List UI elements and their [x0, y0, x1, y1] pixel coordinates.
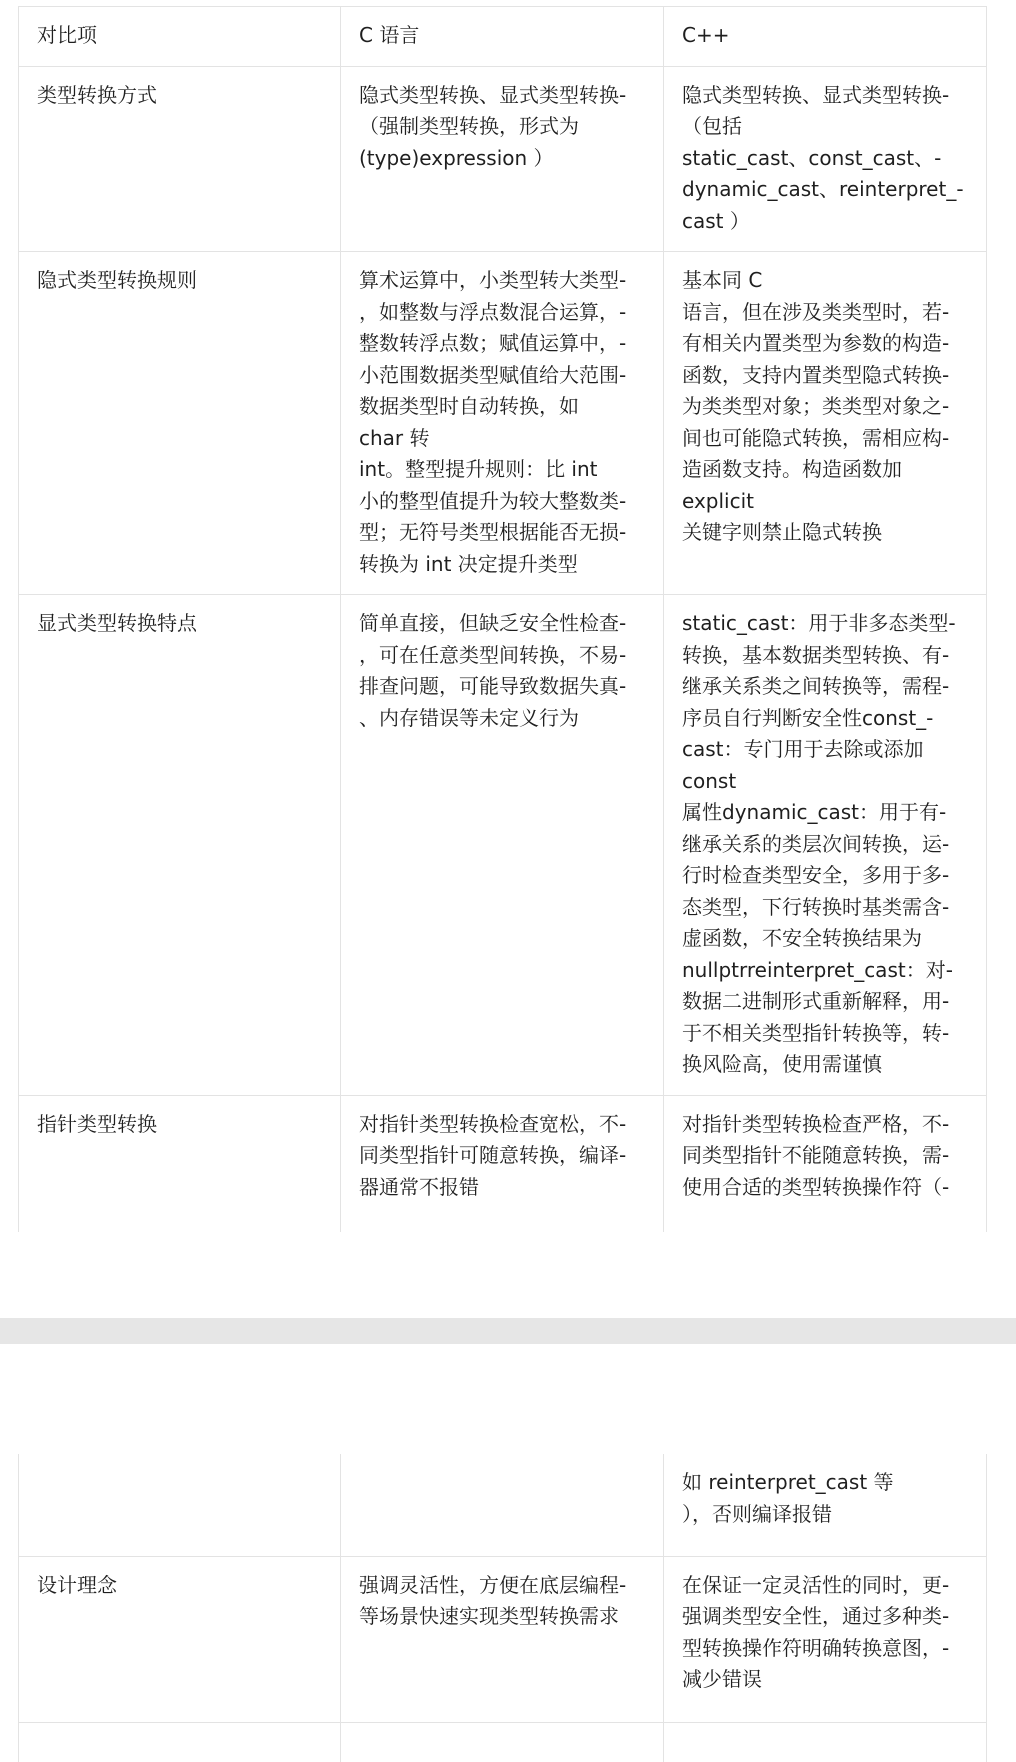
c-cell: [341, 1556, 664, 1722]
cell-line: 对指针类型转换检查严格，不-: [682, 1111, 950, 1136]
row-label-cell: [19, 1095, 341, 1232]
cell-line: ），否则编译报错: [682, 1501, 832, 1526]
cell-line: const: [682, 768, 737, 793]
header-cell-c: [341, 7, 664, 67]
table-row: [19, 1454, 987, 1556]
cell-line: 同类型指针不能随意转换，需-: [682, 1143, 950, 1167]
header-cell-cpp: [664, 7, 987, 67]
header-text: C 语言: [359, 23, 420, 47]
cpp-cell: [664, 1454, 987, 1556]
cell-line: 显式类型转换特点: [37, 611, 197, 635]
cell-line: ，可在任意类型间转换，不易-: [359, 642, 627, 667]
c-cell: [341, 1095, 664, 1232]
cell-line: 为类类型对象；类类型对象之-: [682, 394, 950, 418]
row-label-cell: [19, 1556, 341, 1722]
cell-line: 造函数支持。构造函数加: [682, 457, 902, 481]
cell-line: 数据类型时自动转换，如: [359, 394, 579, 418]
cell-line: 型转换操作符明确转换意图，-: [682, 1635, 950, 1660]
cell-line: 基本同 C: [682, 268, 763, 292]
table-header-row: [19, 7, 987, 67]
cell-line: 间也可能隐式转换，需相应构-: [682, 425, 950, 450]
cell-line: 转换为 int 决定提升类型: [359, 551, 578, 576]
cell-line: 指针类型转换: [37, 1111, 157, 1136]
cell-line: 使用合适的类型转换操作符（-: [682, 1174, 950, 1199]
cell-line: 虚函数，不安全转换结果为: [682, 926, 922, 950]
cell-line: 等场景快速实现类型转换需求: [359, 1604, 619, 1628]
c-cell: [341, 66, 664, 252]
cell-line: dynamic_cast、reinterpret_-: [682, 177, 964, 201]
cell-line: int。整型提升规则：比 int: [359, 457, 598, 481]
cell-line: 同类型指针可随意转换，编译-: [359, 1143, 627, 1167]
header-cell-item: [19, 7, 341, 67]
comparison-table-continued: [18, 1454, 987, 1762]
cell-line: 整数转浮点数；赋值运算中，-: [359, 331, 627, 355]
cell-line: 、内存错误等未定义行为: [359, 705, 579, 730]
cell-line: （强制类型转换，形式为: [359, 114, 579, 138]
c-cell: [341, 1722, 664, 1762]
cell-line: 继承关系类之间转换等，需程-: [682, 674, 950, 698]
cell-line: char 转: [359, 425, 430, 450]
c-cell: [341, 252, 664, 595]
cell-line: 隐式类型转换规则: [37, 268, 197, 292]
cell-line: 隐式类型转换、显式类型转换-: [682, 82, 950, 107]
table-row: [19, 1095, 987, 1232]
table-row: [19, 1556, 987, 1722]
cpp-cell: [664, 252, 987, 595]
cell-line: 换风险高，使用需谨慎: [682, 1052, 882, 1076]
row-label-cell: [19, 66, 341, 252]
cell-line: static_cast、const_cast、-: [682, 145, 942, 170]
cell-line: 属性dynamic_cast：用于有-: [682, 800, 947, 824]
cell-line: 强调灵活性，方便在底层编程-: [359, 1572, 627, 1597]
cell-line: 函数，支持内置类型隐式转换-: [682, 362, 950, 387]
row-label-cell: [19, 595, 341, 1096]
cell-line: 排查问题，可能导致数据失真-: [359, 674, 627, 698]
cell-line: 强调类型安全性，通过多种类-: [682, 1604, 950, 1628]
cell-line: 关键字则禁止隐式转换: [682, 520, 882, 544]
cpp-cell: [664, 1095, 987, 1232]
cell-line: 有相关内置类型为参数的构造-: [682, 331, 950, 355]
cell-line: 型；无符号类型根据能否无损-: [359, 520, 627, 544]
cell-line: ，如整数与浮点数混合运算，-: [359, 299, 627, 324]
cell-line: 继承关系的类层次间转换，运-: [682, 831, 950, 856]
cell-line: 简单直接，但缺乏安全性检查-: [359, 611, 627, 635]
cell-line: 设计理念: [37, 1572, 117, 1597]
cell-line: 如 reinterpret_cast 等: [682, 1470, 894, 1494]
header-text: 对比项: [37, 23, 97, 47]
cell-line: 于不相关类型指针转换等，转-: [682, 1020, 950, 1045]
cell-line: 数据二进制形式重新解释，用-: [682, 989, 950, 1013]
cell-line: 行时检查类型安全，多用于多-: [682, 863, 950, 887]
cell-line: 小的整型值提升为较大整数类-: [359, 488, 627, 513]
cpp-cell: [664, 595, 987, 1096]
cell-line: 隐式类型转换、显式类型转换-: [359, 82, 627, 107]
header-text: C++: [682, 23, 730, 47]
cell-line: 在保证一定灵活性的同时，更-: [682, 1572, 950, 1597]
cell-line: 序员自行判断安全性const_-: [682, 705, 934, 730]
table-row: [19, 1722, 987, 1762]
cell-line: cast：专门用于去除或添加: [682, 737, 924, 761]
cell-line: 对指针类型转换检查宽松，不-: [359, 1111, 627, 1136]
cell-line: 语言，但在涉及类类型时，若-: [682, 299, 950, 324]
cell-line: explicit: [682, 488, 754, 513]
document-page-2: [0, 1344, 1016, 1691]
row-label-cell: [19, 252, 341, 595]
cell-line: 算术运算中，小类型转大类型-: [359, 268, 627, 292]
cell-line: (type)expression ）: [359, 145, 554, 170]
cell-line: 类型转换方式: [37, 82, 157, 107]
c-cell: [341, 595, 664, 1096]
cell-line: （包括: [682, 114, 742, 138]
cell-line: cast ）: [682, 208, 750, 233]
row-label-cell: [19, 1454, 341, 1556]
table-row: [19, 66, 987, 252]
c-cell: [341, 1454, 664, 1556]
table-row: [19, 595, 987, 1096]
row-label-cell: [19, 1722, 341, 1762]
cell-line: 态类型，下行转换时基类需含-: [682, 894, 950, 919]
cell-line: 小范围数据类型赋值给大范围-: [359, 362, 627, 387]
cpp-cell: [664, 66, 987, 252]
page-separator: [0, 1318, 1016, 1344]
cell-line: 器通常不报错: [359, 1174, 479, 1199]
cell-line: static_cast：用于非多态类型-: [682, 611, 956, 635]
cell-line: 减少错误: [682, 1667, 762, 1691]
comparison-table: [18, 6, 987, 1232]
table-row: [19, 252, 987, 595]
cell-line: nullptrreinterpret_cast：对-: [682, 957, 953, 982]
cell-line: 转换，基本数据类型转换、有-: [682, 642, 950, 667]
cpp-cell: [664, 1722, 987, 1762]
cpp-cell: [664, 1556, 987, 1722]
